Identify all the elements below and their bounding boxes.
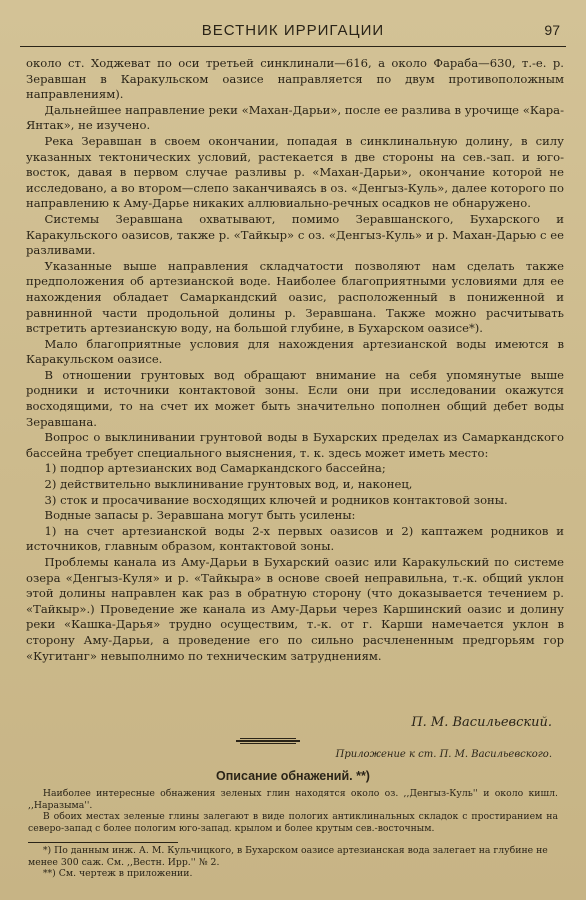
appendix-text — [28, 788, 558, 834]
paragraph: В отношении грунтовых вод обращают внимание на себя упомянутые выше родники и источники контактовой зоны. Если они при исследовании окажутся восходящими, то на счет их может быть значительно пополнен общий дебет воды Зеравшана. — [26, 367, 564, 429]
appendix-title: Описание обнажений. **) — [216, 769, 370, 783]
paragraph: Водные запасы р. Зеравшана могут быть усилены: — [44, 508, 356, 523]
journal-title: ВЕСТНИК ИРРИГАЦИИ — [201, 22, 385, 39]
article-body — [26, 56, 564, 664]
paragraph: Вопрос о выклинивании грунтовой воды в Бухарских пределах из Самаркандского бассейна требует специального выяснения, т. к. здесь может иметь место: — [26, 430, 564, 460]
appendix-paragraph: В обоих местах зеленые глины залегают в виде пологих антиклинальных складок с простиранием на северо-запад с более пологим юго-запад. крылом и более крутым сев.-восточным. — [28, 811, 558, 834]
footnotes — [28, 845, 558, 880]
paragraph: Системы Зеравшана охватывают, помимо Зеравшанского, Бухарского и Каракульского оазисов, также р. «Тайкыр» с оз. «Денгыз-Куль» и р. Махан-Дарью с ее разливами. — [26, 211, 564, 258]
ornament-divider — [236, 737, 300, 745]
appendix-note: Приложение к ст. П. М. Васильевского. — [335, 749, 552, 760]
footnote: **) См. чертеж в приложении. — [42, 868, 193, 880]
paragraph: Указанные выше направления складчатости позволяют нам сделать также предположения об артезианской воде. Наиболее благоприятными условиями для ее нахождения обладает Самаркандский оазис, расположенный в пониженной и равнинной части продольной долины р. Зеравшана. Также можно расчитывать встретить артезианскую воду, на большой глубине, в Бухарском оазисе*). — [26, 258, 564, 336]
author-signature: П. М. Васильевский. — [411, 715, 552, 730]
list-item: 2) действительно выклинивание грунтовых вод, и, наконец, — [44, 477, 413, 492]
appendix-paragraph: Наиболее интересные обнажения зеленых глин находятся около оз. ,,Денгыз-Куль'' и около кишл. ,,Наразыма''. — [28, 788, 558, 811]
footnote: *) По данным инж. А. М. Кульчицкого, в Бухарском оазисе артезианская вода залегает на глубине не менее 300 саж. См. ,,Вестн. Ирр.'' № 2. — [28, 845, 548, 868]
page-number: 97 — [544, 22, 560, 38]
paragraph: Проблемы канала из Аму-Дарьи в Бухарский оазис или Каракульский по системе озера «Денгыз-Куля» и р. «Тайкыра» в основе своей неправильна, т.-к. общий уклон этой долины направлен как раз в обратную сторону (что доказывается течением р. «Тайкыр».) Проведение же канала из Аму-Дарьи через Каршинский оазис и долину реки «Кашка-Дарья» трудно осуществим, т.-к. от г. Карши намечается уклон в сторону Аму-Дарьи, а проведение его по сильно расчлененным предгорьям гор «Кугитанг» невыполнимо по техническим затруднениям. — [26, 555, 564, 663]
paragraph: Мало благоприятные условия для нахождения артезианской воды имеются в Каракульском оазисе. — [26, 336, 564, 367]
list-item: 1) на счет артезианской воды 2-х первых оазисов и 2) каптажем родников и источников, главным образом, контактовой зоны. — [26, 523, 564, 554]
list-item: 3) сток и просачивание восходящих ключей и родников контактовой зоны. — [44, 492, 508, 507]
paragraph: Дальнейшее направление реки «Махан-Дарьи», после ее разлива в урочище «Кара-Янтак», не изучено. — [26, 102, 564, 133]
footnote-rule — [28, 842, 178, 843]
list-item: 1) подпор артезианских вод Самаркандского бассейна; — [44, 461, 386, 476]
paragraph: около ст. Ходжеват по оси третьей синклинали—616, а около Фараба—630, т.-е. р. Зеравшан в Каракульском оазисе направляется по двум противоположным направлениям). — [26, 56, 564, 102]
page-header — [20, 18, 566, 47]
paragraph: Река Зеравшан в своем окончании, попадая в синклинальную долину, в силу указанных тектонических условий, растекается в две стороны на сев.-зап. и юго-восток, давая в первом случае разливы р. «Махан-Дарьи», окончание которой не исследовано, а во втором—слепо заканчиваясь в оз. «Денгыз-Куль», далее которого по направлению к Аму-Дарье никаких аллювиально-речных осадков не обнаружено. — [26, 133, 564, 211]
